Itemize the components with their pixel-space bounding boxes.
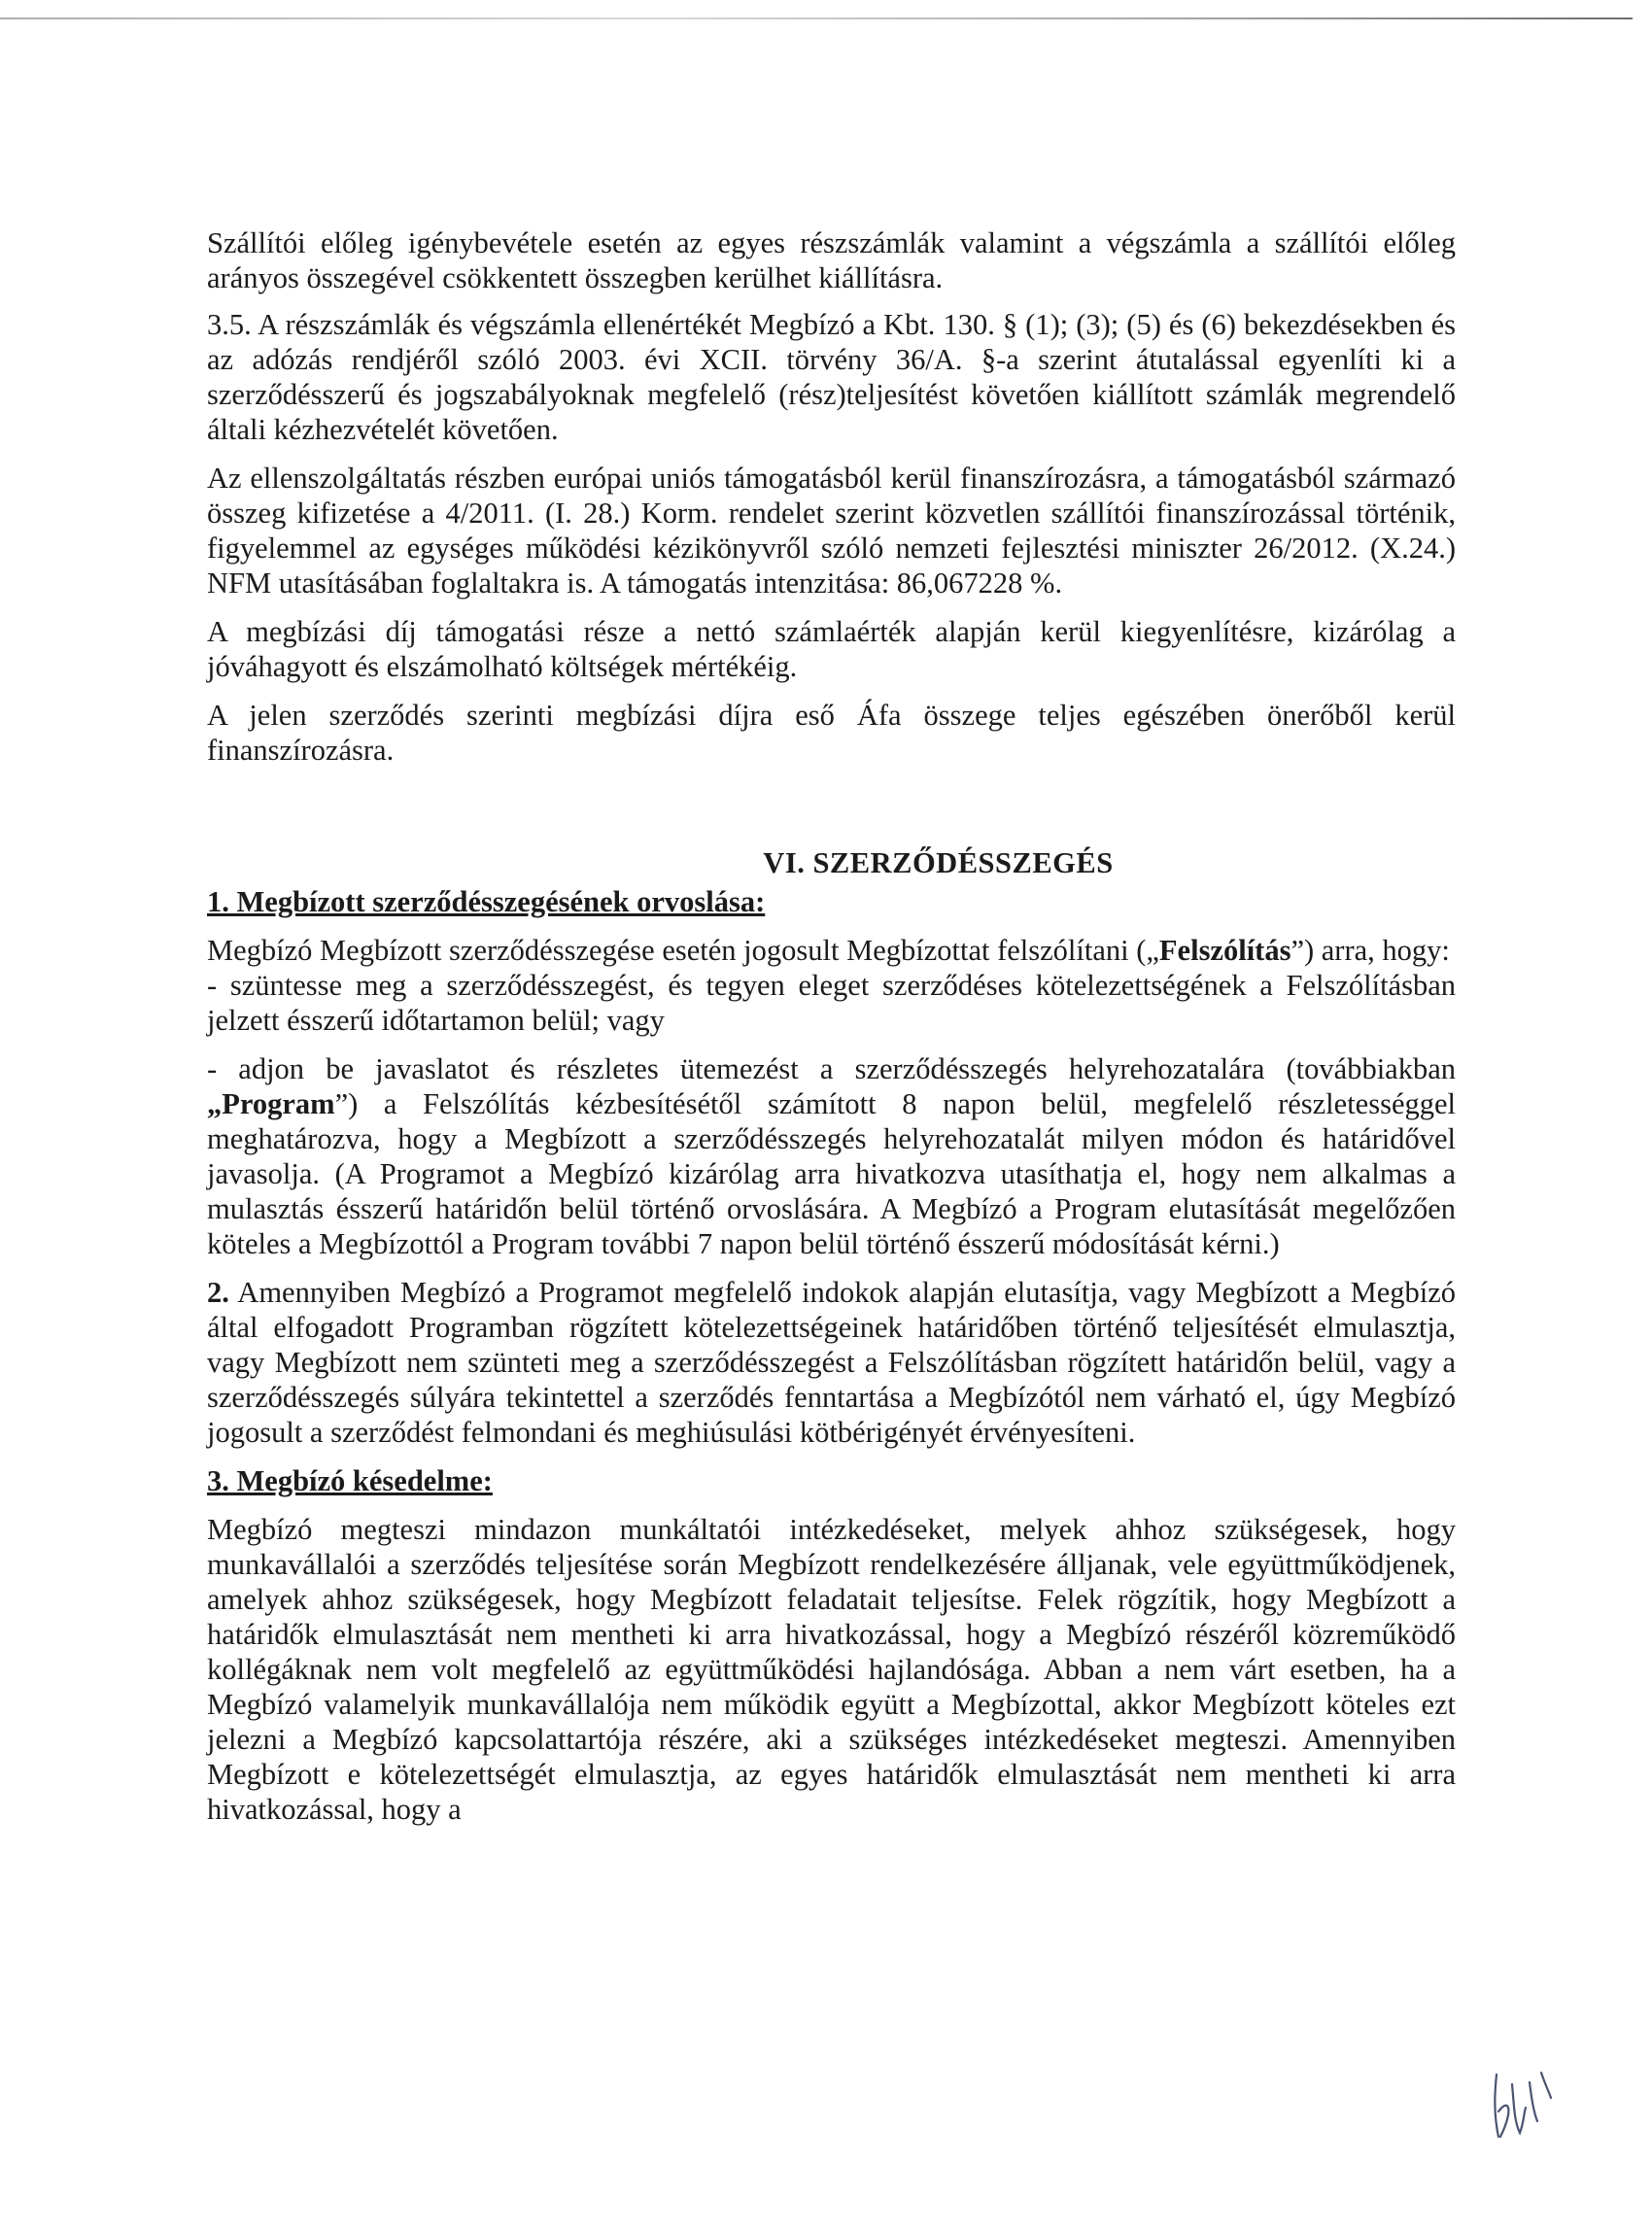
- paragraph-2-number: 2.: [207, 1276, 229, 1309]
- paragraph-2: [207, 1275, 1456, 1450]
- paragraph-remedy-option-1: - szüntesse meg a szerződésszegést, és tegyen eleget szerződéses kötelezettségének a Felszólításban jelzett ésszerű időtartamon belül; vagy: [207, 969, 1456, 1037]
- notice-text-before: Megbízó Megbízott szerződésszegése esetén jogosult Megbízottat felszólítani („: [207, 934, 1159, 967]
- paragraph-client-delay: Megbízó megteszi mindazon munkáltatói intézkedéseket, melyek ahhoz szükségesek, hogy munkavállalói a szerződés teljesítése során Megbízott rendelkezésére álljanak, vele együttműködjenek, amelyek ahhoz szükségesek, hogy Megbízott feladatait teljesítse. Felek rögzítik, hogy Megbízott a határidők elmulasztását nem mentheti ki arra hivatkozással, hogy a Megbízó részéről közreműködő kollégáknak nem volt megfelelő az együttműködési hajlandósága. Abban a nem várt esetben, ha a Megbízó valamelyik munkavállalója nem működik együtt a Megbízottal, akkor Megbízott köteles ezt jelezni a Megbízó kapcsolattartója részére, aki a szükséges intézkedéseket megteszi. Amennyiben Megbízott e kötelezettségét elmulasztja, az egyes határidők elmulasztását nem mentheti ki arra hivatkozással, hogy a: [207, 1513, 1456, 1826]
- program-term: „Program: [207, 1087, 335, 1120]
- paragraph-2-text: Amennyiben Megbízó a Programot megfelelő indokok alapján elutasítja, vagy Megbízott a Megbízó által elfogadott Programban rögzített kötelezettségeinek határidőben történő teljesítését elmulasztja, vagy Megbízott nem szünteti meg a szerződésszegést a Felszólításban rögzített határidőn belül, vagy a szerződésszegés súlyára tekintettel a szerződés fenntartása a Megbízótól nem várható el, úgy Megbízó jogosult a szerződést felmondani és meghiúsulási kötbérigényét érvényesíteni.: [207, 1276, 1456, 1449]
- program-text-before: - adjon be javaslatot és részletes ütemezést a szerződésszegés helyrehozatalára (továbbiakban: [207, 1052, 1456, 1085]
- paragraph-3-5: 3.5. A részszámlák és végszámla ellenértékét Megbízó a Kbt. 130. § (1); (3); (5) és (6) bekezdésekben és az adózás rendjéről szóló 2003. évi XCII. törvény 36/A. §-a szerint átutalással egyenlíti ki a szerződésszerű és jogszabályoknak megfelelő (rész)teljesítést követően kiállított számlák megrendelő általi kézhezvételét követően.: [207, 308, 1456, 446]
- scan-top-edge: [0, 17, 1633, 19]
- paragraph-advance-payment: Szállítói előleg igénybevétele esetén az egyes részszámlák valamint a végszámla a szállítói előleg arányos összegével csökkentett összegben kerülhet kiállításra.: [207, 226, 1456, 294]
- program-text-after: ”) a Felszólítás kézbesítésétől számított 8 napon belül, megfelelő részletességgel meghatározva, hogy a Megbízott a szerződésszegés helyrehozatalát milyen módon és határidővel javasolja. (A Programot a Megbízó kizárólag arra hivatkozva utasíthatja el, hogy nem alkalmas a mulasztás ésszerű határidőn belül történő orvoslására. A Megbízó a Program elutasítását megelőzően köteles a Megbízottól a Program további 7 napon belül történő ésszerű módosítását kérni.): [207, 1087, 1456, 1260]
- paragraph-vat: A jelen szerződés szerinti megbízási díjra eső Áfa összege teljes egészében önerőből kerül finanszírozásra.: [207, 699, 1456, 767]
- paragraph-fee-support: A megbízási díj támogatási része a nettó számlaérték alapján kerül kiegyenlítésre, kizárólag a jóváhagyott és elszámolható költségek mértékéig.: [207, 615, 1456, 683]
- notice-term: Felszólítás: [1158, 934, 1291, 967]
- signature-initials: [1491, 2065, 1553, 2143]
- paragraph-remedy-option-2: [207, 1051, 1456, 1261]
- document-page: [207, 225, 1456, 1840]
- paragraph-eu-funding: Az ellenszolgáltatás részben európai uniós támogatásból kerül finanszírozásra, a támogatásból származó összeg kifizetése a 4/2011. (I. 28.) Korm. rendelet szerint közvetlen szállítói finanszírozással történik, figyelemmel az egységes működési kézikönyvről szóló nemzeti fejlesztési miniszter 26/2012. (X.24.) NFM utasításában foglaltakra is. A támogatás intenzitása: 86,067228 %.: [207, 462, 1456, 600]
- subheading-1: 1. Megbízott szerződésszegésének orvoslása:: [207, 885, 766, 918]
- subheading-3: 3. Megbízó késedelme:: [207, 1464, 493, 1497]
- paragraph-notice: [207, 933, 1456, 968]
- notice-text-after: ”) arra, hogy:: [1291, 934, 1450, 967]
- section-title: VI. SZERZŐDÉSSZEGÉS: [763, 846, 1114, 879]
